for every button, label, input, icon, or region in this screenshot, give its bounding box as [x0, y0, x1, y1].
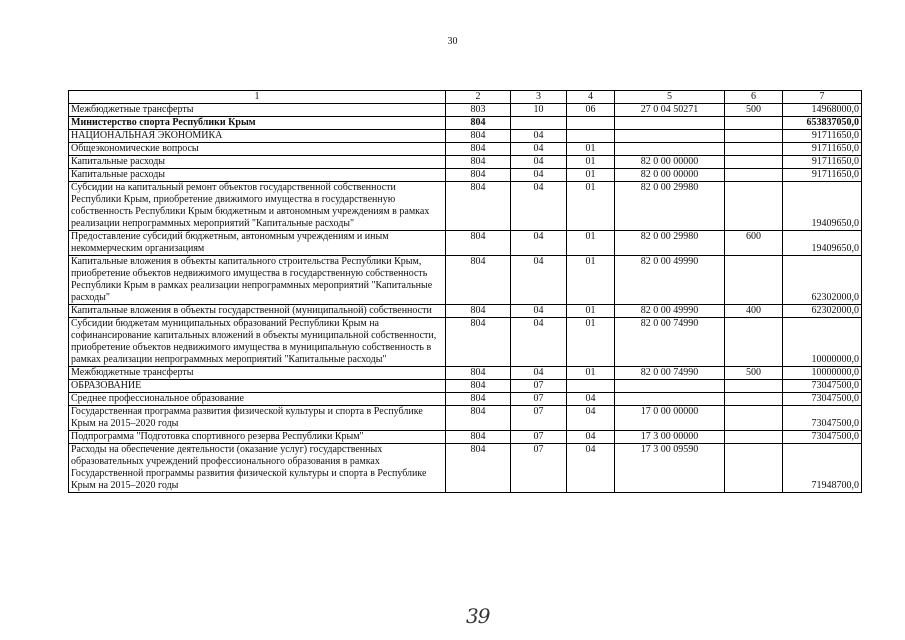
chapter-code-cell: 804: [446, 130, 511, 143]
amount-cell: 91711650,0: [783, 143, 862, 156]
expense-type-cell: [725, 182, 783, 231]
expense-type-cell: [725, 256, 783, 305]
target-article-cell: 17 3 00 09590: [615, 444, 725, 493]
section-code-cell: 04: [511, 318, 567, 367]
row-name-cell: Предоставление субсидий бюджетным, автономным учреждениям и иным некоммерческим организациям: [69, 231, 446, 256]
table-row: [69, 256, 862, 305]
subsection-code-cell: 06: [567, 104, 615, 117]
section-code-cell: 10: [511, 104, 567, 117]
header-cell: 3: [511, 91, 567, 104]
expense-type-cell: [725, 444, 783, 493]
header-cell: 2: [446, 91, 511, 104]
expense-type-cell: [725, 380, 783, 393]
section-code-cell: 04: [511, 169, 567, 182]
table-row: [69, 444, 862, 493]
chapter-code-cell: 804: [446, 117, 511, 130]
subsection-code-cell: 01: [567, 143, 615, 156]
table-row: [69, 431, 862, 444]
amount-cell: 73047500,0: [783, 406, 862, 431]
target-article-cell: [615, 380, 725, 393]
target-article-cell: 82 0 00 74990: [615, 367, 725, 380]
table-row: [69, 318, 862, 367]
chapter-code-cell: 804: [446, 143, 511, 156]
amount-cell: 19409650,0: [783, 182, 862, 231]
subsection-code-cell: 01: [567, 305, 615, 318]
chapter-code-cell: 804: [446, 156, 511, 169]
target-article-cell: [615, 117, 725, 130]
amount-cell: 73047500,0: [783, 431, 862, 444]
amount-cell: 14968000,0: [783, 104, 862, 117]
target-article-cell: [615, 393, 725, 406]
row-name-cell: Среднее профессиональное образование: [69, 393, 446, 406]
chapter-code-cell: 804: [446, 318, 511, 367]
section-code-cell: 04: [511, 182, 567, 231]
section-code-cell: 04: [511, 130, 567, 143]
target-article-cell: 82 0 00 49990: [615, 256, 725, 305]
amount-cell: 10000000,0: [783, 318, 862, 367]
expense-type-cell: 400: [725, 305, 783, 318]
table-row: [69, 380, 862, 393]
row-name-cell: Субсидии на капитальный ремонт объектов государственной собственности Республики Крым, приобретение движимого имущества в государственную собственность Республики Крым бюджетным и автономным учреждениям в рамках реализации непрограммных мероприятий "Капитальные расходы": [69, 182, 446, 231]
handwritten-page-number: 39: [466, 604, 490, 628]
subsection-code-cell: 04: [567, 393, 615, 406]
table-row: [69, 130, 862, 143]
amount-cell: 19409650,0: [783, 231, 862, 256]
expense-type-cell: [725, 318, 783, 367]
header-cell: 6: [725, 91, 783, 104]
chapter-code-cell: 804: [446, 393, 511, 406]
target-article-cell: 27 0 04 50271: [615, 104, 725, 117]
amount-cell: 91711650,0: [783, 169, 862, 182]
row-name-cell: Министерство спорта Республики Крым: [69, 117, 446, 130]
subsection-code-cell: 01: [567, 169, 615, 182]
amount-cell: 62302000,0: [783, 305, 862, 318]
target-article-cell: 82 0 00 49990: [615, 305, 725, 318]
section-code-cell: 07: [511, 406, 567, 431]
header-cell: 1: [69, 91, 446, 104]
table-row: [69, 393, 862, 406]
target-article-cell: 82 0 00 29980: [615, 231, 725, 256]
expense-type-cell: [725, 130, 783, 143]
table-row: [69, 143, 862, 156]
expense-type-cell: [725, 169, 783, 182]
target-article-cell: 82 0 00 00000: [615, 169, 725, 182]
header-cell: 7: [783, 91, 862, 104]
section-code-cell: 07: [511, 393, 567, 406]
chapter-code-cell: 804: [446, 444, 511, 493]
target-article-cell: 82 0 00 74990: [615, 318, 725, 367]
row-name-cell: Межбюджетные трансферты: [69, 104, 446, 117]
table-row: [69, 117, 862, 130]
section-code-cell: 07: [511, 444, 567, 493]
expense-type-cell: [725, 156, 783, 169]
table-row: [69, 367, 862, 380]
subsection-code-cell: 01: [567, 318, 615, 367]
target-article-cell: 82 0 00 00000: [615, 156, 725, 169]
chapter-code-cell: 804: [446, 431, 511, 444]
section-code-cell: 07: [511, 380, 567, 393]
table-row: [69, 156, 862, 169]
subsection-code-cell: 04: [567, 431, 615, 444]
chapter-code-cell: 803: [446, 104, 511, 117]
section-code-cell: 04: [511, 305, 567, 318]
section-code-cell: 04: [511, 231, 567, 256]
page-number: 30: [447, 36, 458, 47]
expense-type-cell: [725, 431, 783, 444]
section-code-cell: 04: [511, 256, 567, 305]
section-code-cell: 04: [511, 156, 567, 169]
chapter-code-cell: 804: [446, 256, 511, 305]
row-name-cell: Общеэкономические вопросы: [69, 143, 446, 156]
row-name-cell: НАЦИОНАЛЬНАЯ ЭКОНОМИКА: [69, 130, 446, 143]
table-row: [69, 104, 862, 117]
section-code-cell: 04: [511, 367, 567, 380]
chapter-code-cell: 804: [446, 182, 511, 231]
amount-cell: 73047500,0: [783, 393, 862, 406]
amount-cell: 71948700,0: [783, 444, 862, 493]
subsection-code-cell: 01: [567, 367, 615, 380]
table-header-row: [69, 91, 862, 104]
amount-cell: 73047500,0: [783, 380, 862, 393]
expense-type-cell: 500: [725, 367, 783, 380]
header-cell: 5: [615, 91, 725, 104]
table-row: [69, 169, 862, 182]
chapter-code-cell: 804: [446, 367, 511, 380]
expense-type-cell: [725, 143, 783, 156]
subsection-code-cell: [567, 130, 615, 143]
expense-type-cell: [725, 406, 783, 431]
row-name-cell: Субсидии бюджетам муниципальных образований Республики Крым на софинансирование капитальных вложений в объекты муниципальной собственности, приобретение объектов недвижимого имущества в муниципальную собственность в рамках реализации непрограммных мероприятий "Капитальные расходы": [69, 318, 446, 367]
chapter-code-cell: 804: [446, 169, 511, 182]
section-code-cell: 04: [511, 143, 567, 156]
section-code-cell: [511, 117, 567, 130]
row-name-cell: Государственная программа развития физической культуры и спорта в Республике Крым на 2015–2020 годы: [69, 406, 446, 431]
table-row: [69, 231, 862, 256]
target-article-cell: [615, 143, 725, 156]
expense-type-cell: [725, 393, 783, 406]
subsection-code-cell: 01: [567, 182, 615, 231]
expense-type-cell: [725, 117, 783, 130]
table-row: [69, 406, 862, 431]
subsection-code-cell: 01: [567, 256, 615, 305]
subsection-code-cell: 01: [567, 231, 615, 256]
subsection-code-cell: 04: [567, 444, 615, 493]
row-name-cell: Расходы на обеспечение деятельности (оказание услуг) государственных образовательных учреждений профессионального образования в рамках Государственной программы развития физической культуры и спорта в Республике Крым на 2015–2020 годы: [69, 444, 446, 493]
table-row: [69, 182, 862, 231]
section-code-cell: 07: [511, 431, 567, 444]
amount-cell: 62302000,0: [783, 256, 862, 305]
chapter-code-cell: 804: [446, 231, 511, 256]
target-article-cell: 17 0 00 00000: [615, 406, 725, 431]
chapter-code-cell: 804: [446, 305, 511, 318]
row-name-cell: Капитальные расходы: [69, 169, 446, 182]
target-article-cell: 82 0 00 29980: [615, 182, 725, 231]
target-article-cell: 17 3 00 00000: [615, 431, 725, 444]
amount-cell: 653837050,0: [783, 117, 862, 130]
amount-cell: 91711650,0: [783, 130, 862, 143]
expense-type-cell: 600: [725, 231, 783, 256]
amount-cell: 91711650,0: [783, 156, 862, 169]
header-cell: 4: [567, 91, 615, 104]
row-name-cell: ОБРАЗОВАНИЕ: [69, 380, 446, 393]
budget-table: [68, 90, 862, 493]
target-article-cell: [615, 130, 725, 143]
amount-cell: 10000000,0: [783, 367, 862, 380]
row-name-cell: Капитальные вложения в объекты капитального строительства Республики Крым, приобретение объектов недвижимого имущества в государственную собственность Республики Крым в рамках реализации непрограммных мероприятий "Капитальные расходы": [69, 256, 446, 305]
row-name-cell: Капитальные расходы: [69, 156, 446, 169]
row-name-cell: Подпрограмма "Подготовка спортивного резерва Республики Крым": [69, 431, 446, 444]
subsection-code-cell: 01: [567, 156, 615, 169]
row-name-cell: Капитальные вложения в объекты государственной (муниципальной) собственности: [69, 305, 446, 318]
row-name-cell: Межбюджетные трансферты: [69, 367, 446, 380]
chapter-code-cell: 804: [446, 380, 511, 393]
table-row: [69, 305, 862, 318]
expense-type-cell: 500: [725, 104, 783, 117]
subsection-code-cell: [567, 117, 615, 130]
chapter-code-cell: 804: [446, 406, 511, 431]
subsection-code-cell: 04: [567, 406, 615, 431]
subsection-code-cell: [567, 380, 615, 393]
